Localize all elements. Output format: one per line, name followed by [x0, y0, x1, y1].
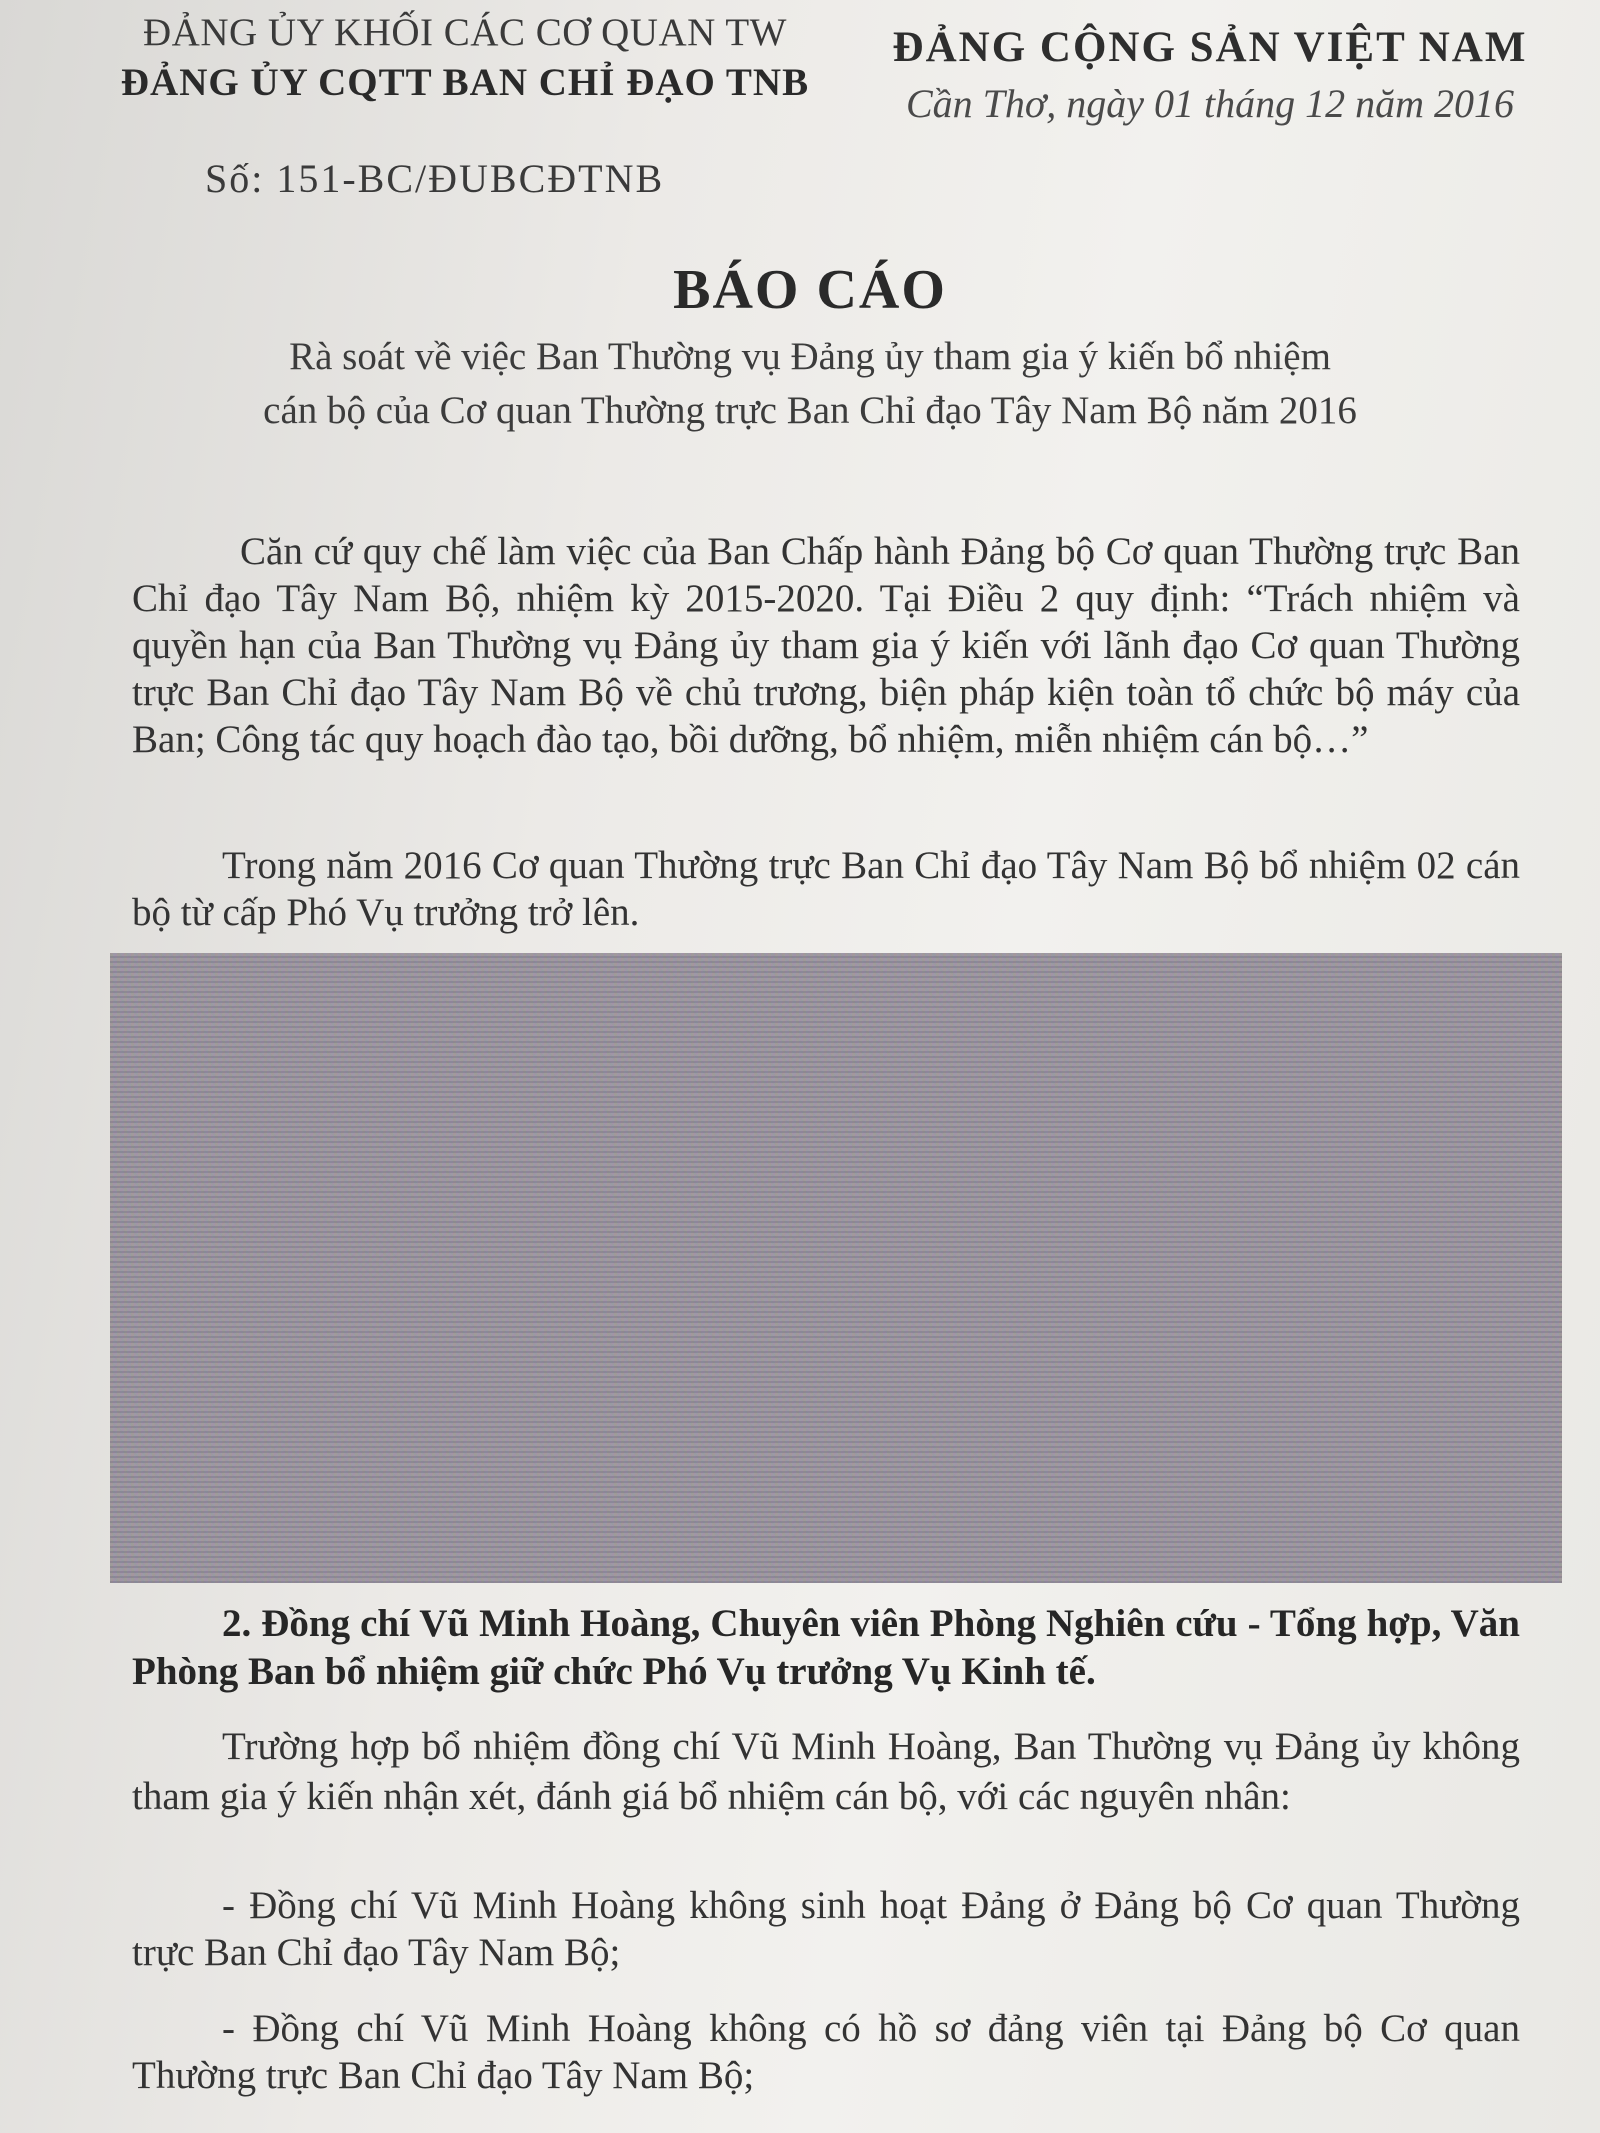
section-2-heading: 2. Đồng chí Vũ Minh Hoàng, Chuyên viên Phòng Nghiên cứu - Tổng hợp, Văn Phòng Ban bổ nhiệm giữ chức Phó Vụ trưởng Vụ Kinh tế.	[132, 1602, 1520, 1693]
paragraph-legal-basis: Căn cứ quy chế làm việc của Ban Chấp hành Đảng bộ Cơ quan Thường trực Ban Chỉ đạo Tây Nam Bộ, nhiệm kỳ 2015-2020. Tại Điều 2 quy định: “Trách nhiệm và quyền hạn của Ban Thường vụ Đảng ủy tham gia ý kiến với lãnh đạo Cơ quan Thường trực Ban Chỉ đạo Tây Nam Bộ về chủ trương, biện pháp kiện toàn tổ chức bộ máy của Ban; Công tác quy hoạch đào tạo, bồi dưỡng, bổ nhiệm, miễn nhiệm cán bộ…”	[132, 530, 1520, 761]
paragraph-reasons-intro: Trường hợp bổ nhiệm đồng chí Vũ Minh Hoàng, Ban Thường vụ Đảng ủy không tham gia ý kiến nhận xét, đánh giá bổ nhiệm cán bộ, với các nguyên nhân:	[132, 1725, 1520, 1818]
org-line-2: ĐẢNG ỦY CQTT BAN CHỈ ĐẠO TNB	[120, 61, 810, 104]
party-name: ĐẢNG CỘNG SẢN VIỆT NAM	[892, 24, 1528, 71]
reason-item-2: - Đồng chí Vũ Minh Hoàng không có hồ sơ đảng viên tại Đảng bộ Cơ quan Thường trực Ban Chỉ đạo Tây Nam Bộ;	[132, 2007, 1520, 2097]
redacted-section	[110, 953, 1562, 1583]
document-number: Số: 151-BC/ĐUBCĐTNB	[205, 156, 665, 201]
document-subtitle	[150, 330, 1470, 438]
paragraph-appointments-2016: Trong năm 2016 Cơ quan Thường trực Ban Chỉ đạo Tây Nam Bộ bổ nhiệm 02 cán bộ từ cấp Phó Vụ trưởng trở lên.	[132, 844, 1520, 934]
place-date: Cần Thơ, ngày 01 tháng 12 năm 2016	[905, 81, 1515, 126]
org-line-1: ĐẢNG ỦY KHỐI CÁC CƠ QUAN TW	[143, 11, 787, 54]
issuing-organization	[70, 8, 860, 108]
reason-item-1: - Đồng chí Vũ Minh Hoàng không sinh hoạt Đảng ở Đảng bộ Cơ quan Thường trực Ban Chỉ đạo Tây Nam Bộ;	[132, 1884, 1520, 1974]
subtitle-line-1: Rà soát về việc Ban Thường vụ Đảng ủy tham gia ý kiến bổ nhiệm	[289, 335, 1331, 378]
document-title: BÁO CÁO	[673, 259, 947, 321]
subtitle-line-2: cán bộ của Cơ quan Thường trực Ban Chỉ đạo Tây Nam Bộ năm 2016	[263, 389, 1357, 432]
national-header	[880, 20, 1540, 132]
